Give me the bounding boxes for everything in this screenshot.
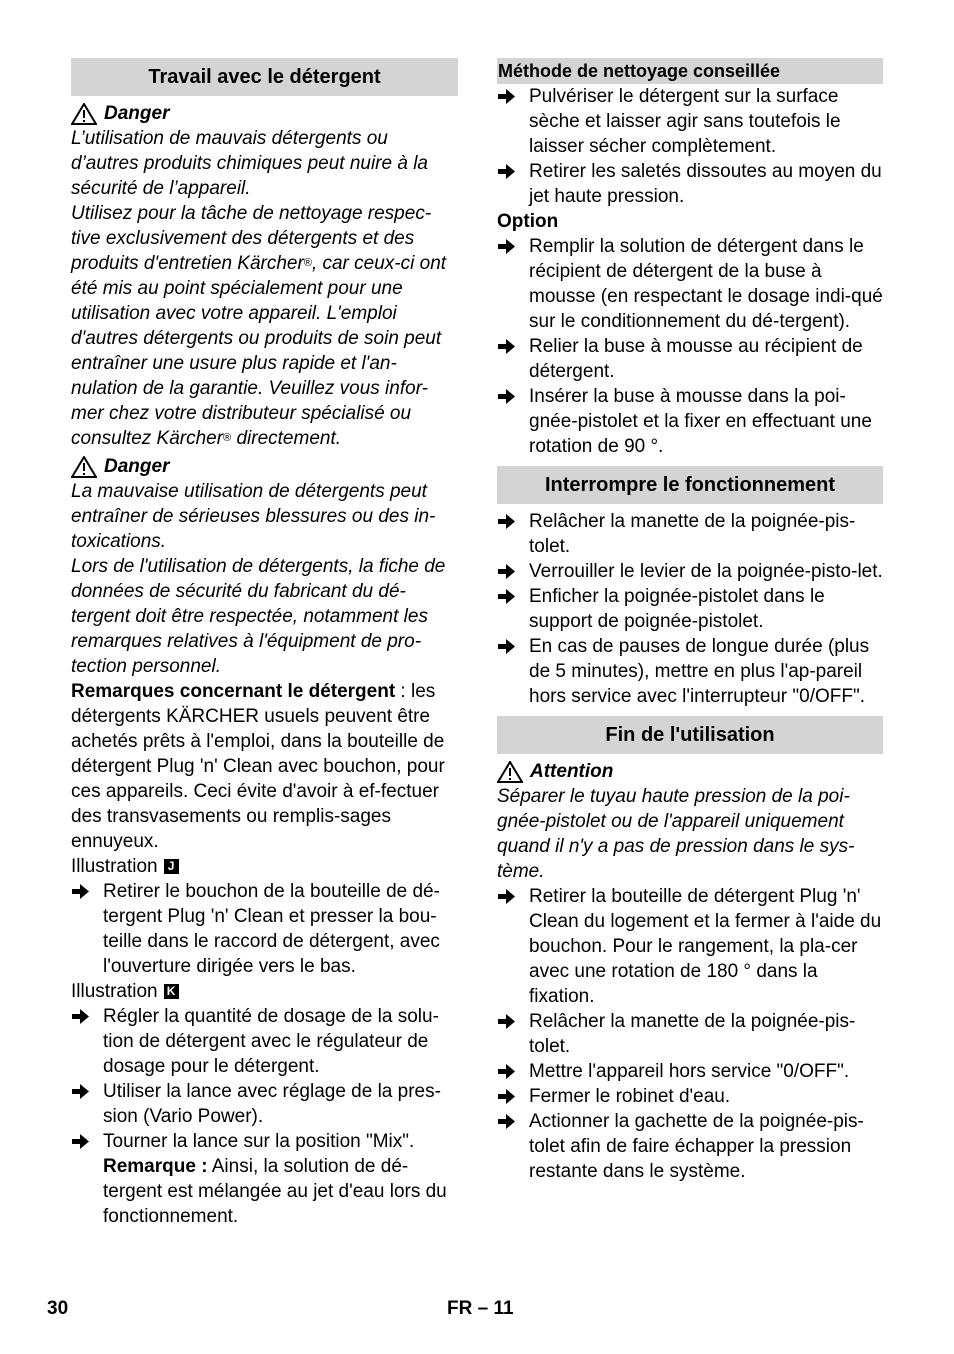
steps-list-1 (71, 879, 458, 979)
warning-icon (497, 761, 523, 783)
remark-note: Remarque : Ainsi, la solution de dé-tergent est mélangée au jet d'eau lors du fonctionnement. (103, 1156, 447, 1227)
list-item: Verrouiller le levier de la poignée-pisto-let. (497, 559, 883, 584)
list-item: En cas de pauses de longue durée (plus de 5 minutes), mettre en plus l'ap-pareil hors service avec l'interrupteur "0/OFF". (497, 634, 883, 709)
method-list (497, 84, 883, 209)
warning-icon (71, 456, 97, 478)
figure-j-box: J (164, 859, 179, 874)
figure-k-box: K (164, 984, 179, 999)
list-item: Retirer le bouchon de la bouteille de dé-tergent Plug 'n' Clean et presser la bou-teille dans le raccord de détergent, avec l'ouverture dirigée vers le bas. (71, 879, 458, 979)
option-label: Option (497, 211, 559, 232)
list-item: Actionner la gachette de la poignée-pis-tolet afin de faire échapper la pression restante dans le système. (497, 1109, 883, 1184)
steps-list-2 (71, 1004, 458, 1154)
list-item: Mettre l'appareil hors service "0/OFF". (497, 1059, 883, 1084)
danger-heading: Danger (71, 101, 458, 126)
danger-text: L’utilisation de mauvais détergents ou d’autres produits chimiques peut nuire à la sécurité de l’appareil. (71, 128, 428, 199)
danger-heading-2: Danger (71, 454, 458, 479)
remarks-paragraph: Remarques concernant le détergent : les détergents KÄRCHER usuels peuvent être achetés prêts à l'emploi, dans la bouteille de détergent Plug 'n' Clean avec bouchon, pour ces appareils. Ceci évite d'avoir à ef-fectuer des transvasements ou remplis-sages ennuyeux. (71, 681, 445, 852)
arrow-right-icon (497, 638, 516, 655)
arrow-right-icon (497, 1063, 516, 1080)
arrow-right-icon (71, 883, 90, 900)
arrow-right-icon (71, 1008, 90, 1025)
left-column (71, 58, 458, 1229)
list-item: Tourner la lance sur la position "Mix". (71, 1129, 458, 1154)
arrow-right-icon (497, 1088, 516, 1105)
arrow-right-icon (71, 1083, 90, 1100)
list-item: Retirer la bouteille de détergent Plug 'n' Clean du logement et la fermer à l'aide du bouchon. Pour le rangement, la pla-cer avec une rotation de 180 ° dans la fixation. (497, 884, 883, 1009)
list-item: Enficher la poignée-pistolet dans le support de poignée-pistolet. (497, 584, 883, 634)
list-item: Fermer le robinet d'eau. (497, 1084, 883, 1109)
list-item: Insérer la buse à mousse dans la poi-gnée-pistolet et la fixer en effectuant une rotation de 90 °. (497, 384, 883, 459)
list-item: Retirer les saletés dissoutes au moyen du jet haute pression. (497, 159, 883, 209)
arrow-right-icon (497, 163, 516, 180)
danger2-text-2: Lors de l'utilisation de détergents, la fiche de données de sécurité du fabricant du dé-tergent doit être respectée, notamment les remarques relatives à l'équipment de pro-tection personnel. (71, 556, 446, 677)
list-item: Pulvériser le détergent sur la surface sèche et laisser agir sans toutefois le laisser sécher complètement. (497, 84, 883, 159)
list-item: Relâcher la manette de la poignée-pis-tolet. (497, 1009, 883, 1059)
danger-text-2: Utilisez pour la tâche de nettoyage respec-tive exclusivement des détergents et des produits d'entretien Kärcher®, car ceux-ci ont été mis au point spécialement pour une utilisation avec votre appareil. L'emploi d'autres détergents ou produits de soin peut entraîner une usure plus rapide et l'an-nulation de la garantie. Veuillez vous infor-mer chez votre distributeur spécialisé ou consultez Kärcher® directement. (71, 203, 447, 449)
arrow-right-icon (497, 513, 516, 530)
page-number: 30 (47, 1298, 69, 1319)
arrow-right-icon (71, 1133, 90, 1150)
section-heading-detergent: Travail avec le détergent (71, 58, 458, 96)
arrow-right-icon (497, 88, 516, 105)
arrow-right-icon (497, 888, 516, 905)
method-heading: Méthode de nettoyage conseillée (497, 58, 883, 84)
section-heading-end: Fin de l'utilisation (497, 716, 883, 754)
end-list (497, 884, 883, 1184)
illustration-k-label: Illustration K (71, 979, 458, 1004)
arrow-right-icon (497, 588, 516, 605)
section-heading-interrupt: Interrompre le fonctionnement (497, 466, 883, 504)
arrow-right-icon (497, 1113, 516, 1130)
option-list (497, 234, 883, 459)
right-column (497, 58, 883, 1184)
warning-icon (71, 103, 97, 125)
list-item: Régler la quantité de dosage de la solu-tion de détergent avec le régulateur de dosage pour le détergent. (71, 1004, 458, 1079)
arrow-right-icon (497, 388, 516, 405)
page-section-label: FR – 11 (447, 1298, 514, 1319)
list-item: Relier la buse à mousse au récipient de détergent. (497, 334, 883, 384)
danger2-text: La mauvaise utilisation de détergents peut entraîner de sérieuses blessures ou des in-toxications. (71, 481, 436, 552)
attention-heading: Attention (497, 759, 883, 784)
arrow-right-icon (497, 238, 516, 255)
list-item: Remplir la solution de détergent dans le récipient de détergent de la buse à mousse (en respectant le dosage indi-qué sur le conditionnement du dé-tergent). (497, 234, 883, 334)
interrupt-list (497, 509, 883, 709)
arrow-right-icon (497, 563, 516, 580)
illustration-j-label: Illustration J (71, 854, 458, 879)
arrow-right-icon (497, 1013, 516, 1030)
list-item: Utiliser la lance avec réglage de la pres-sion (Vario Power). (71, 1079, 458, 1129)
attention-text: Séparer le tuyau haute pression de la poi-gnée-pistolet ou de l'appareil uniquement quand il n'y a pas de pression dans le sys-tème. (497, 786, 855, 882)
list-item: Relâcher la manette de la poignée-pis-tolet. (497, 509, 883, 559)
arrow-right-icon (497, 338, 516, 355)
